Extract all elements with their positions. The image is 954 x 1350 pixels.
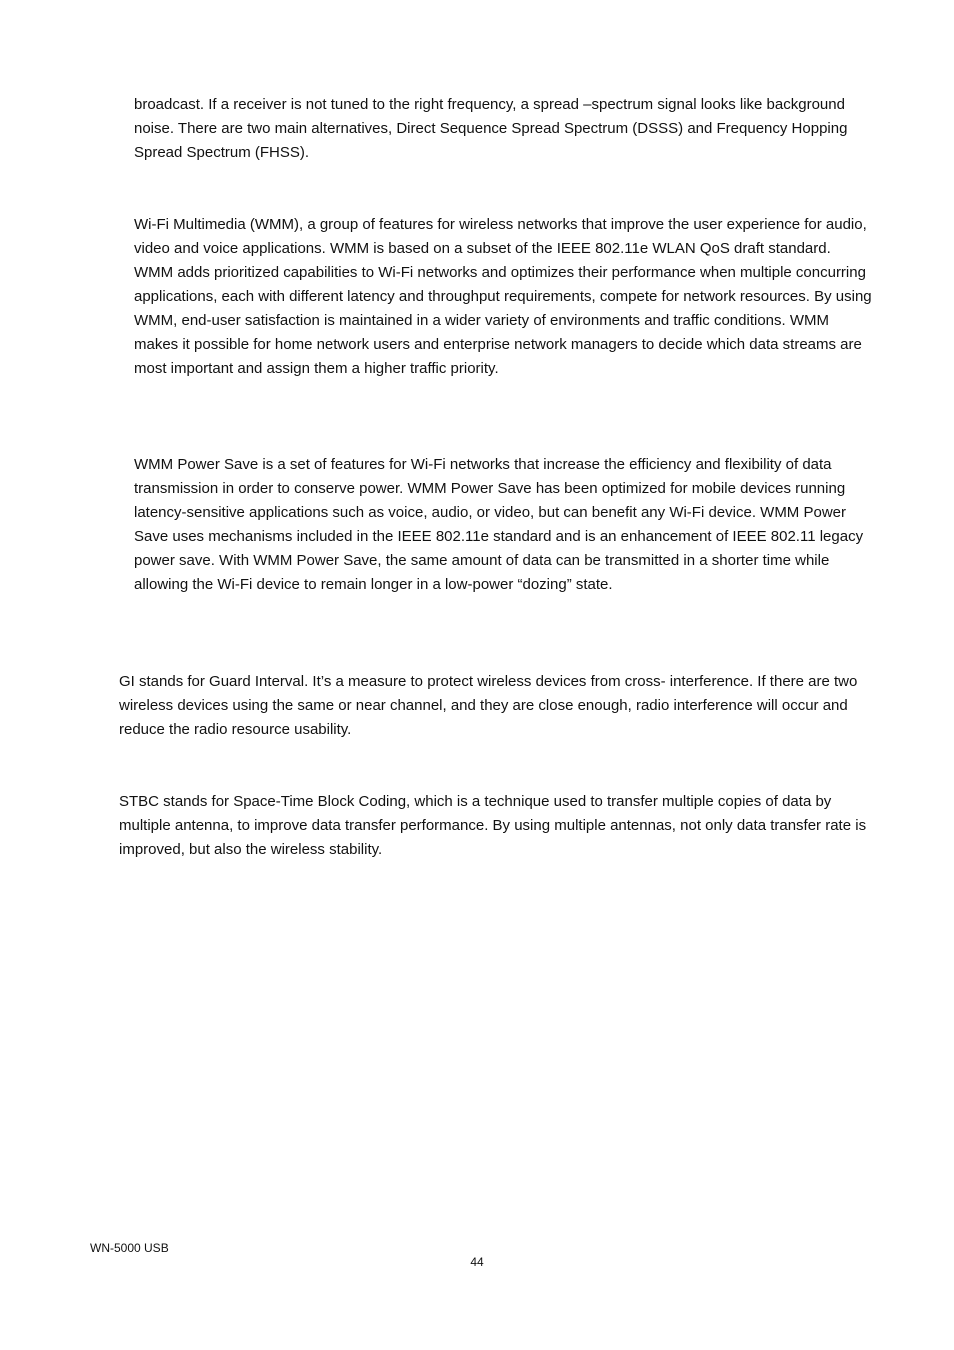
guard-interval-paragraph: GI stands for Guard Interval. It’s a measure to protect wireless devices from cross- interference. If there are two wireless devices using the same or near channel, and they are close enough, radio interference will occur and reduce the radio resource usability.: [119, 673, 858, 738]
wmm-power-save-paragraph: WMM Power Save is a set of features for Wi-Fi networks that increase the efficiency and flexibility of data transmission in order to conserve power. WMM Power Save has been optimized for mobile devices running latency-sensitive applications such as voice, audio, or video, but can benefit any Wi-Fi device. WMM Power Save uses mechanisms included in the IEEE 802.11e standard and is an enhancement of IEEE 802.11 legacy power save. With WMM Power Save, the same amount of data can be transmitted in a shorter time while allowing the Wi-Fi device to remain longer in a low-power “dozing” state.: [134, 456, 864, 593]
footer-page-number: 44: [470, 1255, 484, 1269]
stbc-paragraph: STBC stands for Space-Time Block Coding, which is a technique used to transfer multiple copies of data by multiple antenna, to improve data transfer performance. By using multiple antennas, not only data transfer rate is improved, but also the wireless stability.: [119, 793, 867, 858]
footer-product-name: WN-5000 USB: [90, 1241, 169, 1255]
wmm-paragraph: Wi-Fi Multimedia (WMM), a group of features for wireless networks that improve the user experience for audio, video and voice applications. WMM is based on a subset of the IEEE 802.11e WLAN QoS draft standard. WMM adds prioritized capabilities to Wi-Fi networks and optimizes their performance when multiple concurring applications, each with different latency and throughput requirements, compete for network resources. By using WMM, end-user satisfaction is maintained in a wider variety of environments and traffic conditions. WMM makes it possible for home network users and enterprise network managers to decide which data streams are most important and assign them a higher traffic priority.: [134, 216, 872, 377]
spread-spectrum-paragraph: broadcast. If a receiver is not tuned to the right frequency, a spread –spectrum signal looks like background noise. There are two main alternatives, Direct Sequence Spread Spectrum (DSSS) and Frequency Hopping Spread Spectrum (FHSS).: [134, 96, 848, 161]
